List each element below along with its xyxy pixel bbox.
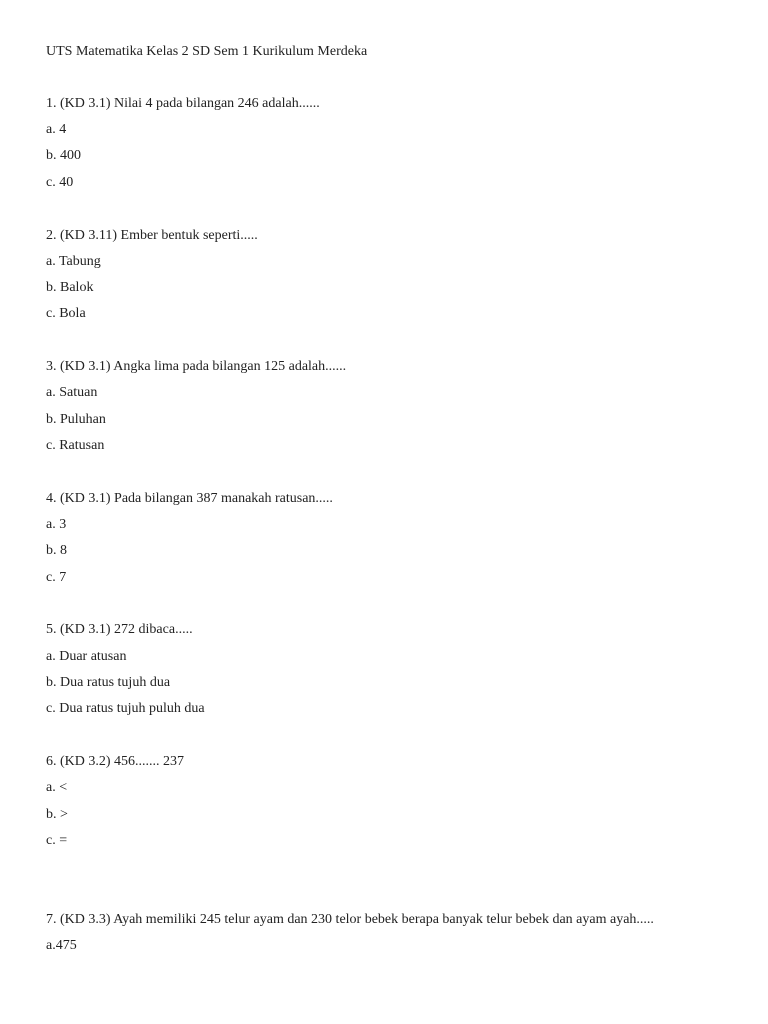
answer-option: c. 7 — [46, 570, 67, 585]
answer-option: a. Duar atusan — [46, 649, 127, 664]
question-text: 6. (KD 3.2) 456....... 237 — [46, 754, 185, 769]
answer-option: c. = — [46, 833, 68, 848]
question-text: 4. (KD 3.1) Pada bilangan 387 manakah ratusan..... — [46, 491, 333, 506]
answer-option: a.475 — [46, 938, 77, 953]
answer-option: b. 400 — [46, 148, 81, 163]
answer-option: a. 4 — [46, 122, 67, 137]
answer-option: c. Bola — [46, 306, 86, 321]
answer-option: b. Dua ratus tujuh dua — [46, 675, 171, 690]
answer-option: a. < — [46, 780, 68, 795]
answer-option: b. 8 — [46, 543, 67, 558]
answer-option: c. 40 — [46, 175, 74, 190]
question-text: 3. (KD 3.1) Angka lima pada bilangan 125 adalah...... — [46, 359, 347, 374]
answer-option: a. Tabung — [46, 254, 101, 269]
question-text: 7. (KD 3.3) Ayah memiliki 245 telur ayam dan 230 telor bebek berapa banyak telur bebek dan ayam ayah..... — [46, 912, 654, 927]
answer-option: b. > — [46, 807, 68, 822]
answer-option: b. Balok — [46, 280, 94, 295]
answer-option: c. Dua ratus tujuh puluh dua — [46, 701, 205, 716]
answer-option: a. 3 — [46, 517, 67, 532]
question-text: 1. (KD 3.1) Nilai 4 pada bilangan 246 adalah...... — [46, 96, 320, 111]
answer-option: b. Puluhan — [46, 412, 106, 427]
answer-option: a. Satuan — [46, 385, 98, 400]
question-text: 2. (KD 3.11) Ember bentuk seperti..... — [46, 228, 258, 243]
answer-option: c. Ratusan — [46, 438, 105, 453]
question-text: 5. (KD 3.1) 272 dibaca..... — [46, 622, 193, 637]
document-title: UTS Matematika Kelas 2 SD Sem 1 Kurikulum Merdeka — [46, 44, 368, 59]
